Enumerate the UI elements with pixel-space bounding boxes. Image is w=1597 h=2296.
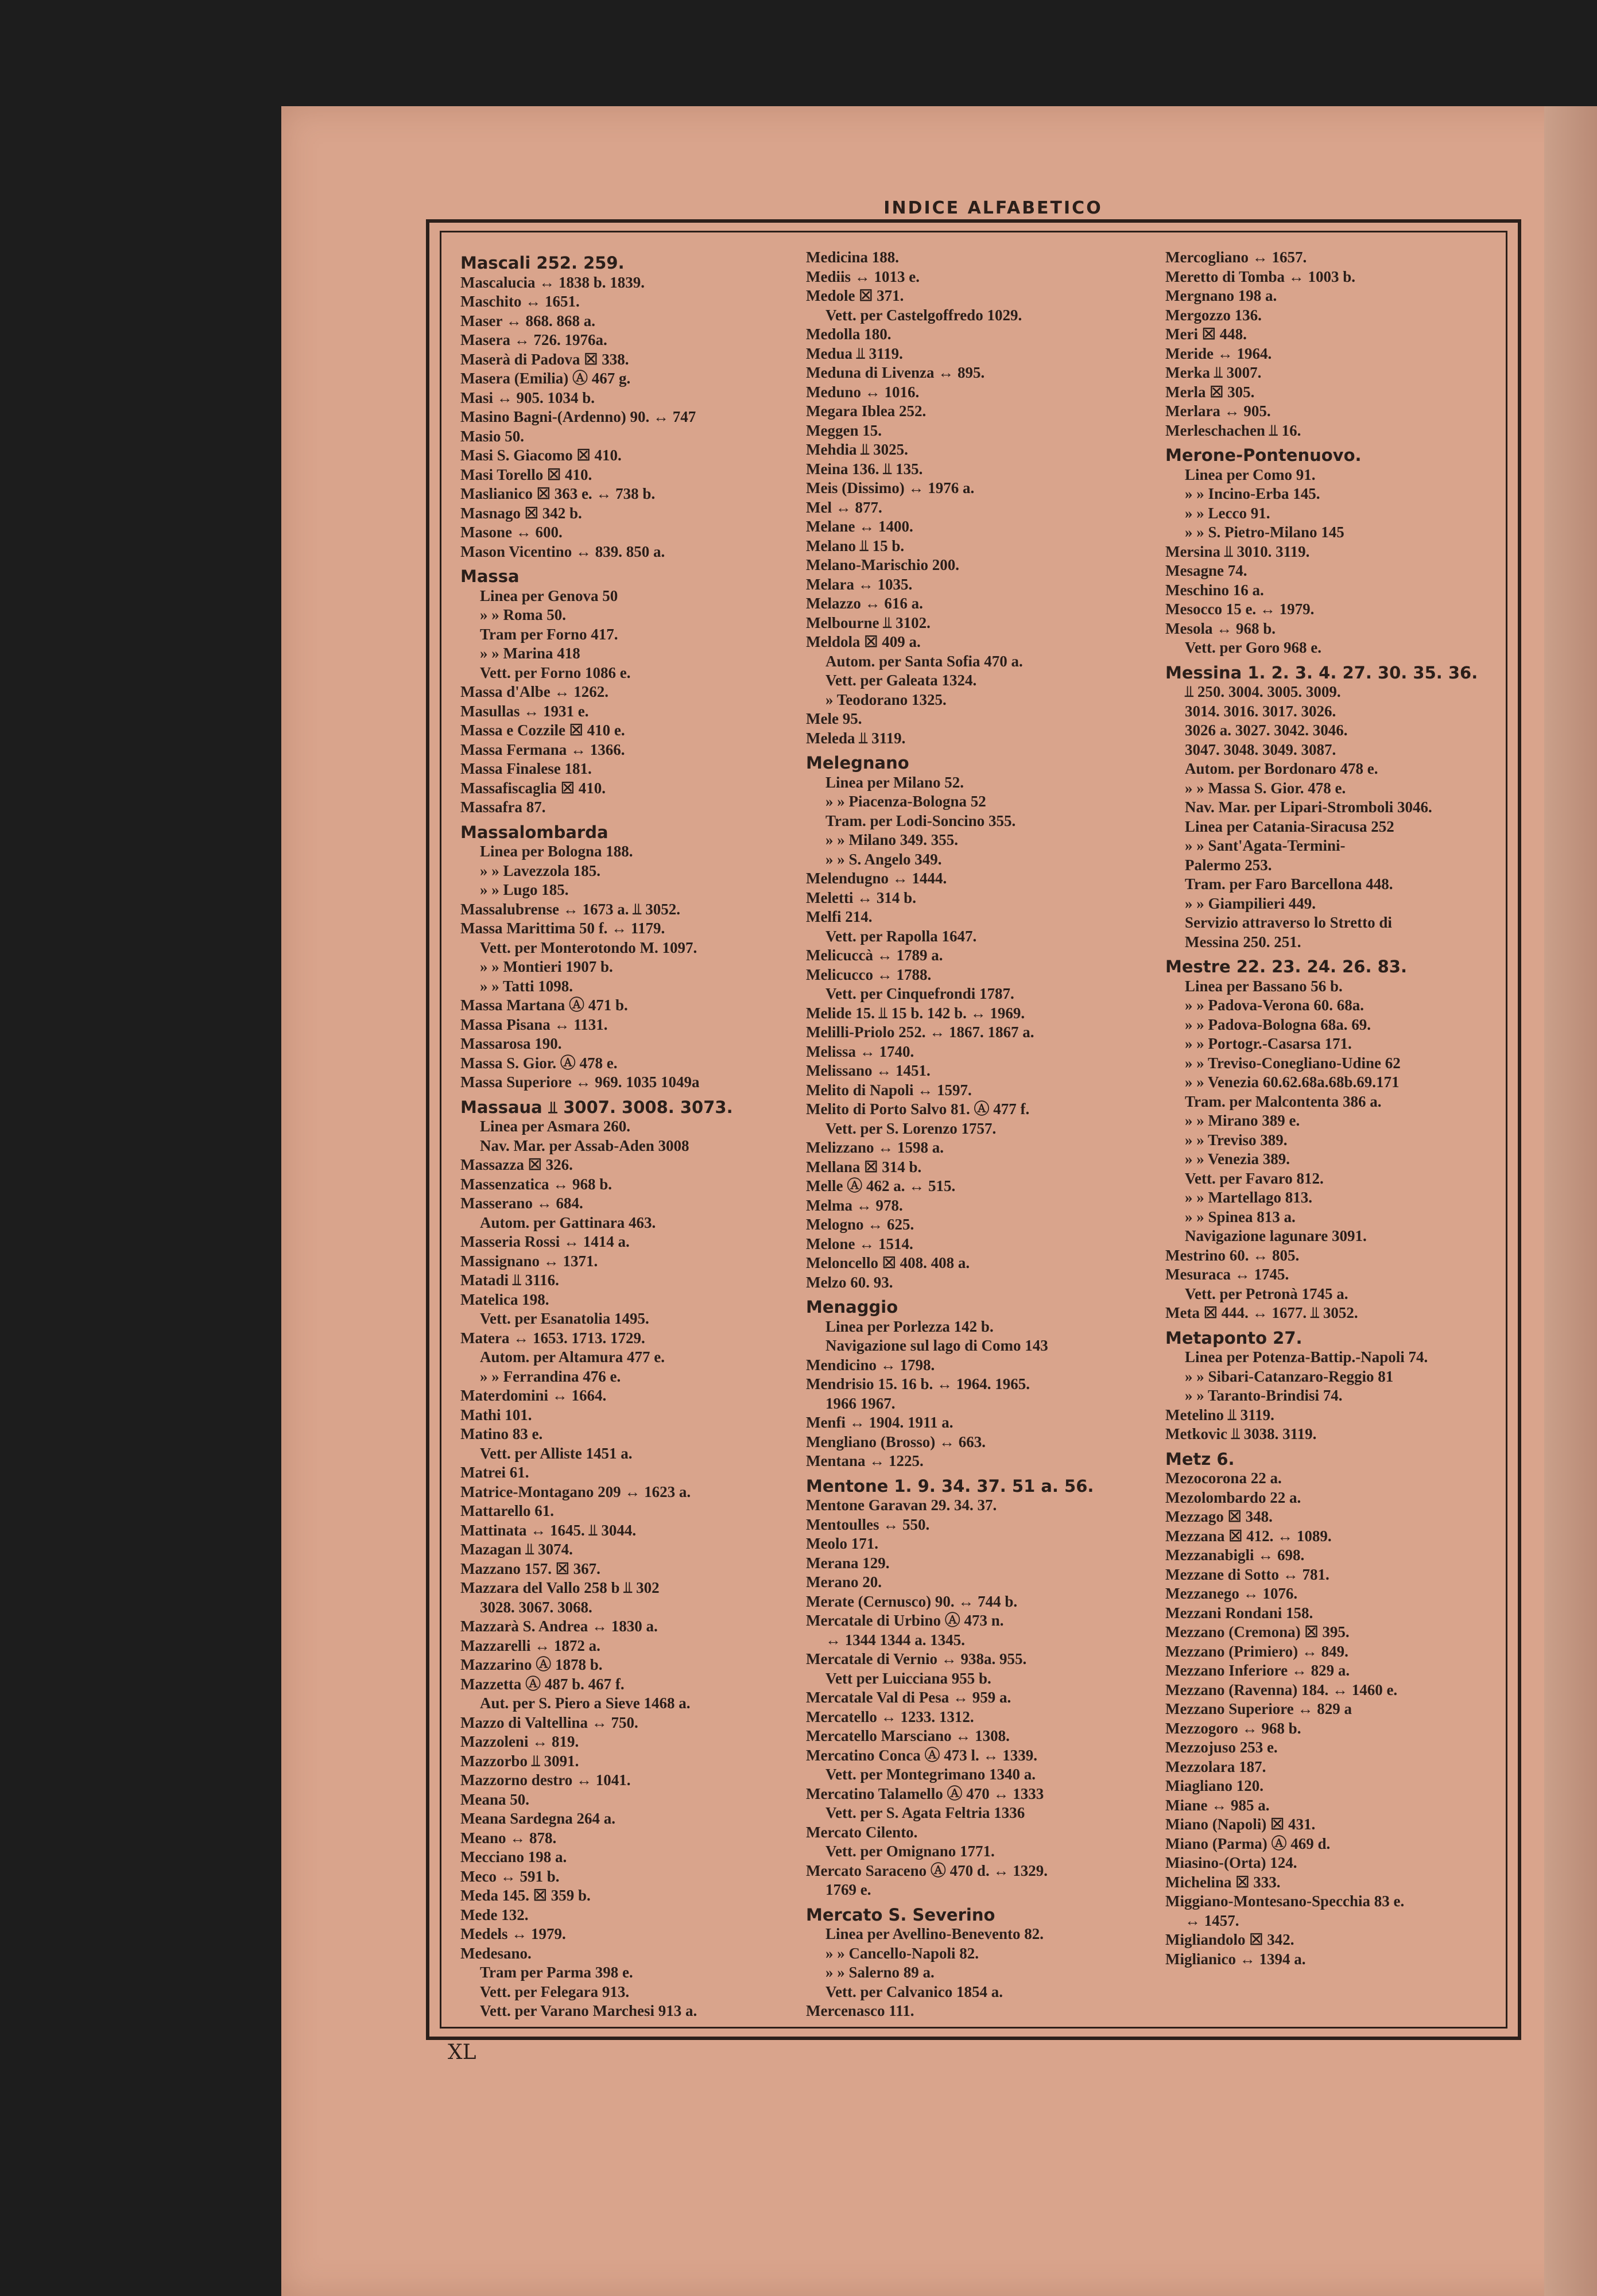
index-entry: Mediis ↔ 1013 e. xyxy=(806,267,920,285)
index-entry: Mazzorbo ⫫ 3091. xyxy=(460,1752,579,1770)
index-entry: Mellana ☒ 314 b. xyxy=(806,1158,922,1176)
index-entry: Mazzano 157. ☒ 367. xyxy=(460,1560,600,1577)
index-heading: Menaggio xyxy=(806,1298,898,1317)
index-entry: Meduno ↔ 1016. xyxy=(806,383,920,401)
index-entry: Massa Pisana ↔ 1131. xyxy=(460,1015,608,1033)
index-entry: Merka ⫫ 3007. xyxy=(1165,364,1262,381)
index-subentry: Navigazione lagunare 3091. xyxy=(1185,1227,1367,1244)
index-subentry: » » Lecco 91. xyxy=(1185,504,1270,522)
index-entry: Meina 136. ⫫ 135. xyxy=(806,460,923,478)
index-entry: Mezzano (Primiero) ↔ 849. xyxy=(1165,1642,1348,1660)
index-entry: Megara Iblea 252. xyxy=(806,402,927,420)
index-subentry: » » Piacenza-Bologna 52 xyxy=(825,793,986,810)
index-subentry: ⫫ 250. 3004. 3005. 3009. xyxy=(1185,683,1341,700)
index-entry: Maschito ↔ 1651. xyxy=(460,293,580,310)
index-heading: Merone-Pontenuovo. xyxy=(1165,446,1362,465)
index-entry: Medolla 180. xyxy=(806,325,891,343)
index-subentry: Autom. per Gattinara 463. xyxy=(480,1213,656,1231)
index-entry: Mercatino Talamello Ⓐ 470 ↔ 1333 xyxy=(806,1785,1044,1802)
index-heading: Mascali 252. 259. xyxy=(460,254,625,273)
index-entry: Miane ↔ 985 a. xyxy=(1165,1796,1270,1814)
index-column-1 xyxy=(460,248,799,2022)
index-entry: Metelino ⫫ 3119. xyxy=(1165,1406,1274,1424)
index-entry: Mazzoleni ↔ 819. xyxy=(460,1733,579,1750)
index-entry: Mercato Cilento. xyxy=(806,1823,918,1841)
index-column-3 xyxy=(1165,248,1498,2022)
index-entry: Melogno ↔ 625. xyxy=(806,1216,914,1233)
index-heading: Massa xyxy=(460,567,520,586)
index-entry: Medole ☒ 371. xyxy=(806,287,904,304)
index-entry: Mergozzo 136. xyxy=(1165,306,1262,324)
index-subentry: ↔ 1344 1344 a. 1345. xyxy=(825,1631,965,1649)
page-edge xyxy=(1544,106,1597,2296)
index-subentry: Vett. per Felegara 913. xyxy=(480,1983,630,2000)
index-subentry: Linea per Porlezza 142 b. xyxy=(825,1317,994,1335)
index-subentry: Vett. per S. Lorenzo 1757. xyxy=(825,1119,997,1137)
index-subentry: Tram. per Faro Barcellona 448. xyxy=(1185,875,1393,893)
index-entry: Mel ↔ 877. xyxy=(806,498,882,516)
index-subentry: Autom. per Altamura 477 e. xyxy=(480,1348,665,1366)
index-entry: Melano ⫫ 15 b. xyxy=(806,537,905,554)
index-entry: Materdomini ↔ 1664. xyxy=(460,1387,607,1404)
index-entry: Mezzano Superiore ↔ 829 a xyxy=(1165,1700,1352,1717)
index-subentry: Autom. per Bordonaro 478 e. xyxy=(1185,760,1378,777)
index-entry: Matino 83 e. xyxy=(460,1425,543,1442)
index-entry: Massa Fermana ↔ 1366. xyxy=(460,740,625,758)
index-entry: Melicuccà ↔ 1789 a. xyxy=(806,947,943,964)
index-entry: Meda 145. ☒ 359 b. xyxy=(460,1887,591,1904)
index-heading: Mentone 1. 9. 34. 37. 51 a. 56. xyxy=(806,1476,1094,1496)
index-subentry: Linea per Como 91. xyxy=(1185,466,1316,483)
index-entry: Miano (Parma) Ⓐ 469 d. xyxy=(1165,1835,1331,1852)
index-entry: Massignano ↔ 1371. xyxy=(460,1252,598,1270)
index-entry: Miano (Napoli) ☒ 431. xyxy=(1165,1816,1316,1833)
index-entry: Mehdia ⫫ 3025. xyxy=(806,441,908,458)
index-subentry: » » Treviso-Conegliano-Udine 62 xyxy=(1185,1054,1401,1072)
index-entry: Mestrino 60. ↔ 805. xyxy=(1165,1246,1300,1264)
index-subentry: Aut. per S. Piero a Sieve 1468 a. xyxy=(480,1694,691,1712)
index-entry: Matrei 61. xyxy=(460,1464,529,1481)
index-entry: Meco ↔ 591 b. xyxy=(460,1867,560,1885)
index-subentry: 3028. 3067. 3068. xyxy=(480,1598,592,1616)
index-entry: Massa Martana Ⓐ 471 b. xyxy=(460,996,628,1014)
index-entry: Medua ⫫ 3119. xyxy=(806,344,903,362)
index-entry: Meloncello ☒ 408. 408 a. xyxy=(806,1254,970,1271)
index-entry: Masi S. Giacomo ☒ 410. xyxy=(460,447,622,464)
index-entry: Mattinata ↔ 1645. ⫫ 3044. xyxy=(460,1521,637,1539)
index-subentry: Linea per Milano 52. xyxy=(825,773,964,791)
index-entry: Massafiscaglia ☒ 410. xyxy=(460,779,606,797)
index-subentry: » » Salerno 89 a. xyxy=(825,1964,935,1981)
index-entry: Michelina ☒ 333. xyxy=(1165,1873,1281,1891)
index-subentry: » » Incino-Erba 145. xyxy=(1185,485,1320,502)
index-entry: Mentana ↔ 1225. xyxy=(806,1452,924,1469)
index-column-2 xyxy=(806,248,1145,2022)
index-entry: Melzo 60. 93. xyxy=(806,1273,893,1291)
index-subentry: Vett. per Favaro 812. xyxy=(1185,1169,1324,1187)
index-entry: Melara ↔ 1035. xyxy=(806,575,913,593)
index-heading: Metz 6. xyxy=(1165,1449,1235,1469)
index-subentry: Linea per Bassano 56 b. xyxy=(1185,977,1343,995)
index-subentry: Vett. per Calvanico 1854 a. xyxy=(825,1983,1003,2000)
index-entry: Mason Vicentino ↔ 839. 850 a. xyxy=(460,542,665,560)
index-subentry: » » Massa S. Gior. 478 e. xyxy=(1185,779,1346,797)
index-entry: Melissa ↔ 1740. xyxy=(806,1042,914,1060)
index-entry: Mercatino Conca Ⓐ 473 l. ↔ 1339. xyxy=(806,1746,1037,1764)
index-entry: Miagliano 120. xyxy=(1165,1777,1264,1794)
index-entry: Matelica 198. xyxy=(460,1290,549,1308)
index-entry: Mazzorno destro ↔ 1041. xyxy=(460,1771,631,1789)
index-entry: Merleschachen ⫫ 16. xyxy=(1165,421,1301,439)
index-entry: Melizzano ↔ 1598 a. xyxy=(806,1139,944,1156)
index-entry: Menfi ↔ 1904. 1911 a. xyxy=(806,1414,953,1431)
index-entry: Matadi ⫫ 3116. xyxy=(460,1271,559,1289)
index-entry: Melma ↔ 978. xyxy=(806,1196,903,1214)
index-entry: Mesola ↔ 968 b. xyxy=(1165,619,1276,637)
index-subentry: » » Sant'Agata-Termini- xyxy=(1185,837,1346,854)
index-entry: Meletti ↔ 314 b. xyxy=(806,889,916,906)
index-subentry: » » Milano 349. 355. xyxy=(825,831,959,848)
index-heading: Mercato S. Severino xyxy=(806,1905,995,1925)
index-entry: Masone ↔ 600. xyxy=(460,523,563,541)
index-entry: Melicucco ↔ 1788. xyxy=(806,965,932,983)
index-entry: Masnago ☒ 342 b. xyxy=(460,504,582,522)
index-subentry: Tram. per Malcontenta 386 a. xyxy=(1185,1092,1382,1110)
index-entry: Massa Superiore ↔ 969. 1035 1049a xyxy=(460,1073,700,1091)
index-subentry: Autom. per Santa Sofia 470 a. xyxy=(825,652,1023,670)
index-subentry: Nav. Mar. per Assab-Aden 3008 xyxy=(480,1137,689,1154)
index-entry: Miggiano-Montesano-Specchia 83 e. xyxy=(1165,1892,1405,1910)
index-entry: Mercatale di Vernio ↔ 938a. 955. xyxy=(806,1650,1027,1667)
index-entry: Maserà di Padova ☒ 338. xyxy=(460,350,629,368)
index-entry: Massarosa 190. xyxy=(460,1035,562,1052)
index-entry: Massazza ☒ 326. xyxy=(460,1156,573,1173)
index-subentry: » » S. Angelo 349. xyxy=(825,850,942,868)
index-entry: Masi Torello ☒ 410. xyxy=(460,466,592,483)
index-subentry: » » Giampilieri 449. xyxy=(1185,894,1316,912)
index-subentry: » » Marina 418 xyxy=(480,645,580,662)
index-subentry: Linea per Asmara 260. xyxy=(480,1118,630,1135)
index-subentry: » » Venezia 60.62.68a.68b.69.171 xyxy=(1185,1073,1400,1091)
index-subentry: Vett. per Alliste 1451 a. xyxy=(480,1444,633,1462)
index-subentry: » » Lugo 185. xyxy=(480,881,569,898)
index-heading: Massaua ⫫ 3007. 3008. 3073. xyxy=(460,1097,733,1117)
index-entry: Massafra 87. xyxy=(460,798,546,816)
index-entry: Mezzana ☒ 412. ↔ 1089. xyxy=(1165,1527,1332,1545)
index-entry: Mazzetta Ⓐ 487 b. 467 f. xyxy=(460,1675,625,1693)
index-entry: Masi ↔ 905. 1034 b. xyxy=(460,389,595,406)
index-entry: Mesuraca ↔ 1745. xyxy=(1165,1266,1289,1283)
page-header: INDICE ALFABETICO xyxy=(883,198,1103,218)
index-subentry: 3026 a. 3027. 3042. 3046. xyxy=(1185,722,1348,739)
index-entry: Mezzano (Cremona) ☒ 395. xyxy=(1165,1623,1350,1640)
index-entry: Mercato Saraceno Ⓐ 470 d. ↔ 1329. xyxy=(806,1861,1048,1879)
index-subentry: ↔ 1457. xyxy=(1185,1911,1239,1929)
index-subentry: » » Taranto-Brindisi 74. xyxy=(1185,1387,1343,1404)
index-entry: Meretto di Tomba ↔ 1003 b. xyxy=(1165,267,1356,285)
index-subentry: Servizio attraverso lo Stretto di xyxy=(1185,914,1392,931)
index-entry: Mesagne 74. xyxy=(1165,562,1247,579)
index-entry: Mendicino ↔ 1798. xyxy=(806,1356,935,1374)
index-entry: Metkovic ⫫ 3038. 3119. xyxy=(1165,1425,1317,1442)
index-entry: Mascalucia ↔ 1838 b. 1839. xyxy=(460,273,645,291)
index-entry: Mergnano 198 a. xyxy=(1165,287,1277,304)
index-entry: Mezzago ☒ 348. xyxy=(1165,1508,1273,1525)
index-subentry: Vett. per S. Agata Feltria 1336 xyxy=(825,1804,1025,1821)
index-subentry: Vett. per Forno 1086 e. xyxy=(480,664,631,681)
index-entry: Mattarello 61. xyxy=(460,1502,554,1519)
index-entry: Mezocorona 22 a. xyxy=(1165,1469,1282,1487)
index-subentry: » » Treviso 389. xyxy=(1185,1131,1288,1149)
index-entry: Massa Marittima 50 f. ↔ 1179. xyxy=(460,920,665,937)
index-subentry: » » S. Pietro-Milano 145 xyxy=(1185,523,1344,541)
index-entry: Mezzojuso 253 e. xyxy=(1165,1739,1278,1756)
index-entry: Mezzanego ↔ 1076. xyxy=(1165,1585,1298,1602)
index-entry: Mazzarelli ↔ 1872 a. xyxy=(460,1636,600,1654)
index-subentry: Vett. per Omignano 1771. xyxy=(825,1843,995,1860)
index-subentry: Vett. per Varano Marchesi 913 a. xyxy=(480,2002,697,2019)
index-entry: Melone ↔ 1514. xyxy=(806,1235,913,1252)
index-subentry: » Teodorano 1325. xyxy=(825,691,947,708)
index-entry: Mede 132. xyxy=(460,1906,529,1923)
index-subentry: » » Mirano 389 e. xyxy=(1185,1112,1300,1129)
index-subentry: » » Lavezzola 185. xyxy=(480,862,600,879)
index-subentry: Linea per Catania-Siracusa 252 xyxy=(1185,817,1394,835)
index-entry: Mezzogoro ↔ 968 b. xyxy=(1165,1719,1301,1737)
index-entry: Mecciano 198 a. xyxy=(460,1848,567,1865)
index-entry: Meolo 171. xyxy=(806,1535,878,1552)
index-heading: Mestre 22. 23. 24. 26. 83. xyxy=(1165,957,1407,976)
index-entry: Medesano. xyxy=(460,1944,532,1962)
index-entry: Meschino 16 a. xyxy=(1165,581,1264,599)
index-entry: Mazagan ⫫ 3074. xyxy=(460,1541,573,1558)
index-subentry: Palermo 253. xyxy=(1185,856,1272,874)
index-entry: Meggen 15. xyxy=(806,421,882,439)
index-entry: Miglianico ↔ 1394 a. xyxy=(1165,1950,1306,1968)
index-subentry: Vett. per Cinquefrondi 1787. xyxy=(825,985,1014,1002)
index-entry: Mezzolara 187. xyxy=(1165,1758,1266,1775)
index-subentry: » » Venezia 389. xyxy=(1185,1150,1290,1168)
index-entry: Mercatale Val di Pesa ↔ 959 a. xyxy=(806,1689,1011,1706)
index-entry: Masullas ↔ 1931 e. xyxy=(460,702,589,720)
index-subentry: Linea per Avellino-Benevento 82. xyxy=(825,1925,1044,1942)
index-entry: Massenzatica ↔ 968 b. xyxy=(460,1175,612,1193)
index-entry: Meana Sardegna 264 a. xyxy=(460,1810,615,1827)
index-entry: Melle Ⓐ 462 a. ↔ 515. xyxy=(806,1177,956,1194)
index-entry: Melbourne ⫫ 3102. xyxy=(806,614,931,631)
index-subentry: Messina 250. 251. xyxy=(1185,933,1301,951)
index-entry: Mercenasco 111. xyxy=(806,2002,914,2019)
index-entry: Maslianico ☒ 363 e. ↔ 738 b. xyxy=(460,485,656,502)
index-entry: Melilli-Priolo 252. ↔ 1867. 1867 a. xyxy=(806,1023,1034,1041)
index-entry: Meldola ☒ 409 a. xyxy=(806,633,921,650)
index-subentry: » » Martellago 813. xyxy=(1185,1189,1312,1206)
index-entry: Masera ↔ 726. 1976a. xyxy=(460,331,607,348)
index-subentry: 3047. 3048. 3049. 3087. xyxy=(1185,740,1336,758)
index-entry: Mezzani Rondani 158. xyxy=(1165,1604,1313,1622)
index-entry: Mercatale di Urbino Ⓐ 473 n. xyxy=(806,1612,1004,1629)
index-entry: Meta ☒ 444. ↔ 1677. ⫫ 3052. xyxy=(1165,1304,1358,1321)
index-heading: Melegnano xyxy=(806,754,909,773)
index-subentry: Vett. per Rapolla 1647. xyxy=(825,927,977,945)
index-entry: Medicina 188. xyxy=(806,249,899,266)
index-entry: Mezzano Inferiore ↔ 829 a. xyxy=(1165,1662,1350,1679)
index-heading: Massalombarda xyxy=(460,823,608,842)
index-entry: Meri ☒ 448. xyxy=(1165,325,1247,343)
index-entry: Meis (Dissimo) ↔ 1976 a. xyxy=(806,479,975,497)
index-subentry: » » Roma 50. xyxy=(480,606,566,623)
index-entry: Mentone Garavan 29. 34. 37. xyxy=(806,1496,997,1514)
index-entry: Mezolombardo 22 a. xyxy=(1165,1488,1301,1506)
index-entry: Massalubrense ↔ 1673 a. ⫫ 3052. xyxy=(460,900,680,918)
index-entry: Merla ☒ 305. xyxy=(1165,383,1255,401)
index-subentry: 3014. 3016. 3017. 3026. xyxy=(1185,702,1336,720)
index-entry: Mezzanabigli ↔ 698. xyxy=(1165,1546,1305,1564)
index-entry: Mele 95. xyxy=(806,710,862,727)
index-subentry: Vett. per Galeata 1324. xyxy=(825,672,977,689)
index-entry: Melito di Napoli ↔ 1597. xyxy=(806,1081,972,1099)
index-entry: Massa e Cozzile ☒ 410 e. xyxy=(460,722,625,739)
index-entry: Mesocco 15 e. ↔ 1979. xyxy=(1165,600,1315,618)
index-entry: Masserano ↔ 684. xyxy=(460,1194,583,1212)
index-entry: Merano 20. xyxy=(806,1573,882,1591)
index-subentry: » » Sibari-Catanzaro-Reggio 81 xyxy=(1185,1367,1394,1385)
index-subentry: Linea per Genova 50 xyxy=(480,587,618,604)
index-entry: Merana 129. xyxy=(806,1554,890,1572)
index-entry: Merlara ↔ 905. xyxy=(1165,402,1271,420)
index-entry: Mazzo di Valtellina ↔ 750. xyxy=(460,1713,638,1731)
index-entry: Masio 50. xyxy=(460,427,524,445)
index-entry: Miasino-(Orta) 124. xyxy=(1165,1854,1297,1871)
index-subentry: » » Cancello-Napoli 82. xyxy=(825,1944,979,1962)
index-subentry: Navigazione sul lago di Como 143 xyxy=(825,1337,1048,1354)
index-subentry: » » Padova-Verona 60. 68a. xyxy=(1185,996,1365,1014)
index-entry: Melano-Marischio 200. xyxy=(806,556,959,573)
index-entry: Mezzane di Sotto ↔ 781. xyxy=(1165,1565,1329,1583)
index-subentry: 1769 e. xyxy=(825,1881,871,1898)
index-entry: Massa Finalese 181. xyxy=(460,760,592,777)
index-heading: Messina 1. 2. 3. 4. 27. 30. 35. 36. xyxy=(1165,663,1478,682)
index-subentry: Linea per Bologna 188. xyxy=(480,843,633,860)
index-subentry: Vett. per Esanatolia 1495. xyxy=(480,1310,649,1327)
index-entry: Maser ↔ 868. 868 a. xyxy=(460,312,595,329)
index-entry: Meano ↔ 878. xyxy=(460,1829,557,1847)
index-subentry: Tram. per Lodi-Soncino 355. xyxy=(825,812,1016,829)
index-entry: Masseria Rossi ↔ 1414 a. xyxy=(460,1233,630,1250)
index-entry: Meleda ⫫ 3119. xyxy=(806,729,906,747)
index-entry: Mazzara del Vallo 258 b ⫫ 302 xyxy=(460,1579,660,1596)
index-entry: Mercatello ↔ 1233. 1312. xyxy=(806,1708,974,1725)
index-subentry: Tram per Forno 417. xyxy=(480,625,618,643)
index-entry: Mentoulles ↔ 550. xyxy=(806,1515,930,1533)
index-entry: Mendrisio 15. 16 b. ↔ 1964. 1965. xyxy=(806,1375,1030,1393)
index-entry: Mersina ⫫ 3010. 3119. xyxy=(1165,542,1310,560)
index-entry: Mezzano (Ravenna) 184. ↔ 1460 e. xyxy=(1165,1681,1398,1698)
index-entry: Mathi 101. xyxy=(460,1406,532,1424)
index-subentry: Vett. per Monterotondo M. 1097. xyxy=(480,938,697,956)
index-subentry: Vett per Luicciana 955 b. xyxy=(825,1669,991,1687)
index-subentry: Linea per Potenza-Battip.-Napoli 74. xyxy=(1185,1348,1428,1366)
index-subentry: » » Spinea 813 a. xyxy=(1185,1208,1296,1225)
index-entry: Matera ↔ 1653. 1713. 1729. xyxy=(460,1329,645,1347)
index-entry: Medels ↔ 1979. xyxy=(460,1925,566,1942)
index-entry: Melfi 214. xyxy=(806,908,873,925)
index-subentry: Vett. per Goro 968 e. xyxy=(1185,639,1321,656)
index-entry: Massa d'Albe ↔ 1262. xyxy=(460,683,609,700)
index-entry: Melazzo ↔ 616 a. xyxy=(806,595,923,612)
index-entry: Melide 15. ⫫ 15 b. 142 b. ↔ 1969. xyxy=(806,1004,1025,1022)
index-entry: Melissano ↔ 1451. xyxy=(806,1062,931,1079)
index-entry: Matrice-Montagano 209 ↔ 1623 a. xyxy=(460,1483,691,1500)
index-subentry: » » Montieri 1907 b. xyxy=(480,958,613,975)
index-subentry: 1966 1967. xyxy=(825,1394,896,1412)
index-entry: Melendugno ↔ 1444. xyxy=(806,870,947,887)
index-entry: Massa S. Gior. Ⓐ 478 e. xyxy=(460,1054,618,1072)
index-subentry: » » Ferrandina 476 e. xyxy=(480,1367,621,1385)
index-subentry: Vett. per Petronà 1745 a. xyxy=(1185,1285,1348,1302)
index-entry: Meana 50. xyxy=(460,1790,529,1808)
index-heading: Metaponto 27. xyxy=(1165,1328,1303,1348)
index-entry: Mazzarà S. Andrea ↔ 1830 a. xyxy=(460,1618,658,1635)
index-entry: Mercatello Marsciano ↔ 1308. xyxy=(806,1727,1010,1744)
index-entry: Migliandolo ☒ 342. xyxy=(1165,1931,1294,1948)
index-entry: Mazzarino Ⓐ 1878 b. xyxy=(460,1656,603,1673)
index-subentry: Vett. per Castelgoffredo 1029. xyxy=(825,306,1022,324)
index-subentry: » » Padova-Bologna 68a. 69. xyxy=(1185,1015,1371,1033)
index-subentry: » » Portogr.-Casarsa 171. xyxy=(1185,1035,1352,1052)
index-entry: Masino Bagni-(Ardenno) 90. ↔ 747 xyxy=(460,408,696,425)
index-subentry: Tram per Parma 398 e. xyxy=(480,1964,633,1981)
index-entry: Mercogliano ↔ 1657. xyxy=(1165,249,1307,266)
page-number: XL xyxy=(448,2041,476,2064)
index-entry: Melane ↔ 1400. xyxy=(806,518,913,535)
index-subentry: Nav. Mar. per Lipari-Stromboli 3046. xyxy=(1185,798,1432,816)
index-subentry: » » Tatti 1098. xyxy=(480,977,573,995)
index-entry: Meduna di Livenza ↔ 895. xyxy=(806,364,985,381)
index-subentry: Vett. per Montegrimano 1340 a. xyxy=(825,1766,1036,1783)
index-entry: Merate (Cernusco) 90. ↔ 744 b. xyxy=(806,1592,1018,1610)
index-entry: Melito di Porto Salvo 81. Ⓐ 477 f. xyxy=(806,1100,1030,1118)
index-entry: Meride ↔ 1964. xyxy=(1165,344,1272,362)
index-entry: Masera (Emilia) Ⓐ 467 g. xyxy=(460,370,631,387)
index-entry: Mengliano (Brosso) ↔ 663. xyxy=(806,1433,986,1450)
